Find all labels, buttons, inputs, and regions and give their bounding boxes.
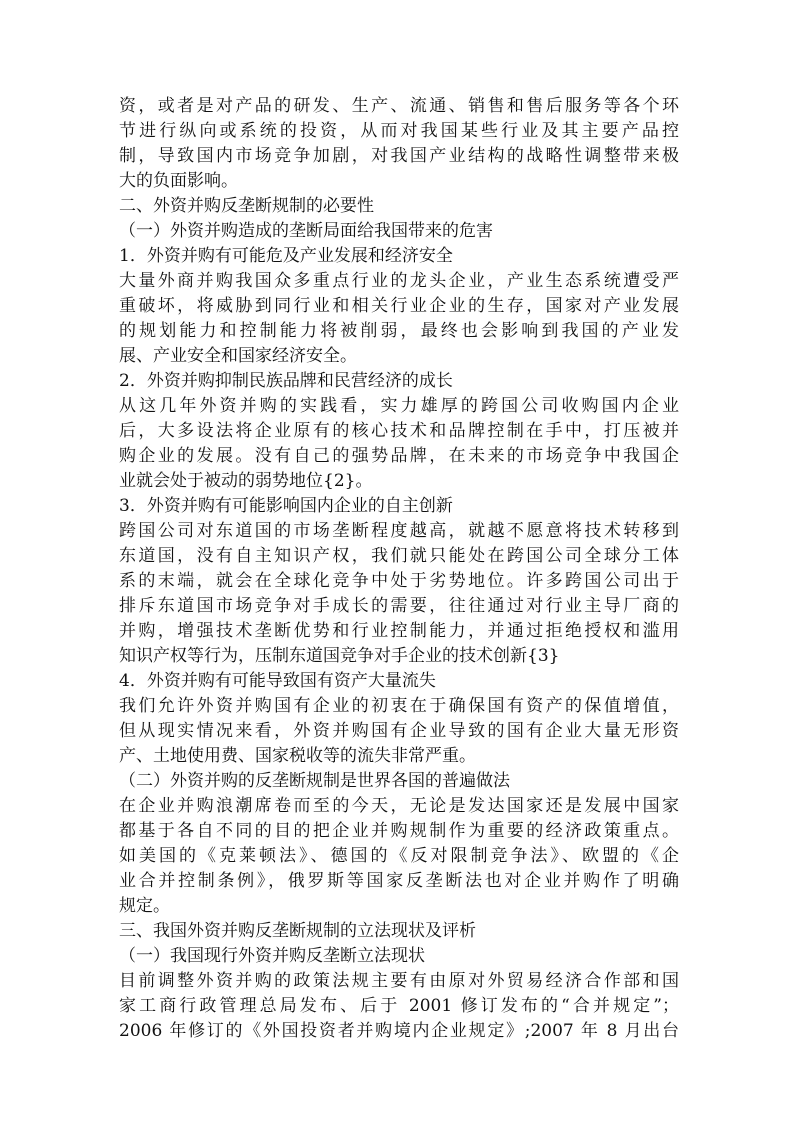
text-line: 后，大多设法将企业原有的核心技术和品牌控制在手中，打压被并 (119, 421, 679, 441)
text-line: 2．外资并购抑制民族品牌和民营经济的成长 (119, 371, 453, 391)
text-line: 业合并控制条例》，俄罗斯等国家反垄断法也对企业并购作了明确 (119, 871, 679, 891)
text-line: （二）外资并购的反垄断规制是世界各国的普遍做法 (119, 771, 510, 791)
text-line: 业就会处于被动的弱势地位{2}。 (119, 471, 373, 491)
text-line: 4．外资并购有可能导致国有资产大量流失 (119, 671, 436, 691)
text-line: 我们允许外资并购国有企业的初衷在于确保国有资产的保值增值， (119, 696, 679, 716)
text-line: （一）我国现行外资并购反垄断立法现状 (119, 946, 425, 966)
text-line: 产、土地使用费、国家税收等的流失非常严重。 (119, 746, 476, 766)
document-body (119, 94, 679, 1044)
text-line: 大的负面影响。 (119, 171, 238, 191)
text-line: 跨国公司对东道国的市场垄断程度越高，就越不愿意将技术转移到 (119, 521, 679, 541)
text-line: 购企业的发展。没有自己的强势品牌，在未来的市场竞争中我国企 (119, 446, 679, 466)
text-line: 家工商行政管理总局发布、后于 2001 修订发布的“合并规定”； (119, 996, 679, 1016)
text-line: 在企业并购浪潮席卷而至的今天，无论是发达国家还是发展中国家 (119, 796, 679, 816)
text-line: 展、产业安全和国家经济安全。 (119, 346, 357, 366)
text-line: 2006 年修订的《外国投资者并购境内企业规定》;2007 年 8 月出台 (119, 1021, 679, 1041)
text-line: 排斥东道国市场竞争对手成长的需要，往往通过对行业主导厂商的 (119, 596, 679, 616)
text-line: 并购，增强技术垄断优势和行业控制能力，并通过拒绝授权和滥用 (119, 621, 679, 641)
text-line: 但从现实情况来看，外资并购国有企业导致的国有企业大量无形资 (119, 721, 679, 741)
text-line: 三、我国外资并购反垄断规制的立法现状及评析 (119, 921, 476, 941)
text-line: 东道国，没有自主知识产权，我们就只能处在跨国公司全球分工体 (119, 546, 679, 566)
text-line: 从这几年外资并购的实践看，实力雄厚的跨国公司收购国内企业 (119, 396, 679, 416)
text-line: 系的末端，就会在全球化竞争中处于劣势地位。许多跨国公司出于 (119, 571, 679, 591)
text-line: 目前调整外资并购的政策法规主要有由原对外贸易经济合作部和国 (119, 971, 679, 991)
text-line: 制，导致国内市场竞争加剧，对我国产业结构的战略性调整带来极 (119, 146, 679, 166)
text-line: 1．外资并购有可能危及产业发展和经济安全 (119, 246, 453, 266)
text-line: 重破坏，将威胁到同行业和相关行业企业的生存，国家对产业发展 (119, 296, 679, 316)
text-line: 大量外商并购我国众多重点行业的龙头企业，产业生态系统遭受严 (119, 271, 679, 291)
text-line: 3．外资并购有可能影响国内企业的自主创新 (119, 496, 453, 516)
text-line: 都基于各自不同的目的把企业并购规制作为重要的经济政策重点。 (119, 821, 679, 841)
text-line: 的规划能力和控制能力将被削弱，最终也会影响到我国的产业发 (119, 321, 679, 341)
text-line: 规定。 (119, 896, 170, 916)
text-line: 二、外资并购反垄断规制的必要性 (119, 196, 374, 216)
text-line: （一）外资并购造成的垄断局面给我国带来的危害 (119, 221, 493, 241)
text-line: 资，或者是对产品的研发、生产、流通、销售和售后服务等各个环 (119, 96, 679, 116)
text-line: 节进行纵向或系统的投资，从而对我国某些行业及其主要产品控 (119, 121, 679, 141)
text-line: 如美国的《克莱顿法》、德国的《反对限制竞争法》、欧盟的《企 (119, 846, 679, 866)
text-line: 知识产权等行为，压制东道国竞争对手企业的技术创新{3} (119, 646, 560, 666)
